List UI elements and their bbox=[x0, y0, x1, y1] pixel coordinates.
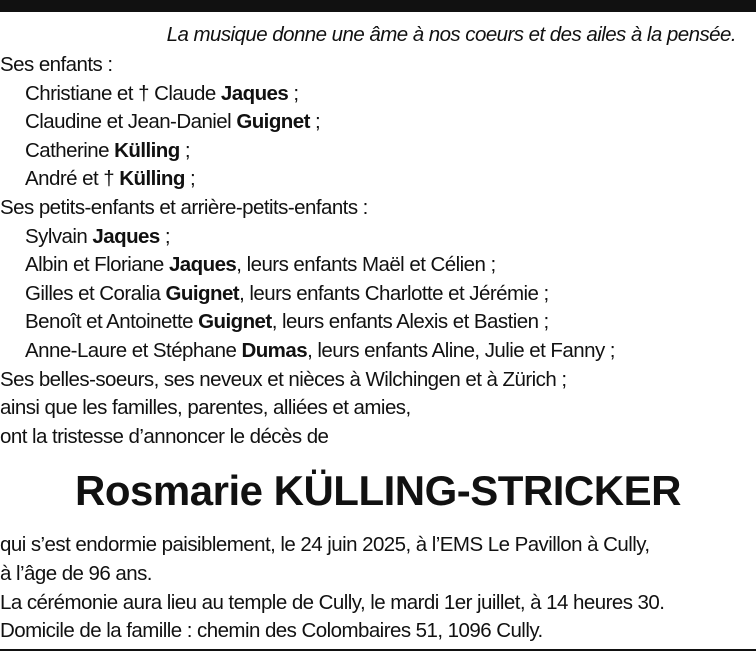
petit-enfant-line-5: Anne-Laure et Stéphane Dumas, leurs enfants Aline, Julie et Fanny ; bbox=[25, 338, 615, 362]
petit-enfant-line-2: Albin et Floriane Jaques, leurs enfants Maël et Célien ; bbox=[25, 253, 496, 277]
details-line-3: La cérémonie aura lieu au temple de Cully, le mardi 1er juillet, à 14 heures 30. bbox=[0, 590, 665, 614]
top-rule bbox=[0, 0, 756, 12]
petits-enfants-heading: Ses petits-enfants et arrière-petits-enfants : bbox=[0, 195, 368, 219]
famille-line-2: ainsi que les familles, parentes, alliées et amies, bbox=[0, 396, 411, 420]
enfant-line-2: Claudine et Jean-Daniel Guignet ; bbox=[25, 110, 321, 134]
famille-line-3: ont la tristesse d’annoncer le décès de bbox=[0, 424, 329, 448]
enfant-line-4: André et † Külling ; bbox=[25, 167, 196, 191]
epigraph: La musique donne une âme à nos coeurs et des ailes à la pensée. bbox=[166, 23, 736, 46]
petit-enfant-line-1: Sylvain Jaques ; bbox=[25, 224, 171, 248]
enfant-line-1: Christiane et † Claude Jaques ; bbox=[25, 81, 299, 105]
petit-enfant-line-3: Gilles et Coralia Guignet, leurs enfants Charlotte et Jérémie ; bbox=[25, 281, 549, 305]
obituary-notice bbox=[0, 18, 756, 646]
details-line-4: Domicile de la famille : chemin des Colombaires 51, 1096 Cully. bbox=[0, 619, 543, 643]
enfant-line-3: Catherine Külling ; bbox=[25, 138, 190, 162]
details-line-2: à l’âge de 96 ans. bbox=[0, 561, 152, 585]
famille-line-1: Ses belles-soeurs, ses neveux et nièces à Wilchingen et à Zürich ; bbox=[0, 367, 567, 391]
details-block bbox=[0, 531, 756, 645]
details-line-1: qui s’est endormie paisiblement, le 24 juin 2025, à l’EMS Le Pavillon à Cully, bbox=[0, 533, 650, 557]
bottom-rule bbox=[0, 649, 756, 651]
petit-enfant-line-4: Benoît et Antoinette Guignet, leurs enfants Alexis et Bastien ; bbox=[25, 310, 549, 334]
enfants-heading: Ses enfants : bbox=[0, 53, 113, 76]
deceased-name: Rosmarie KÜLLING-STRICKER bbox=[75, 467, 681, 515]
